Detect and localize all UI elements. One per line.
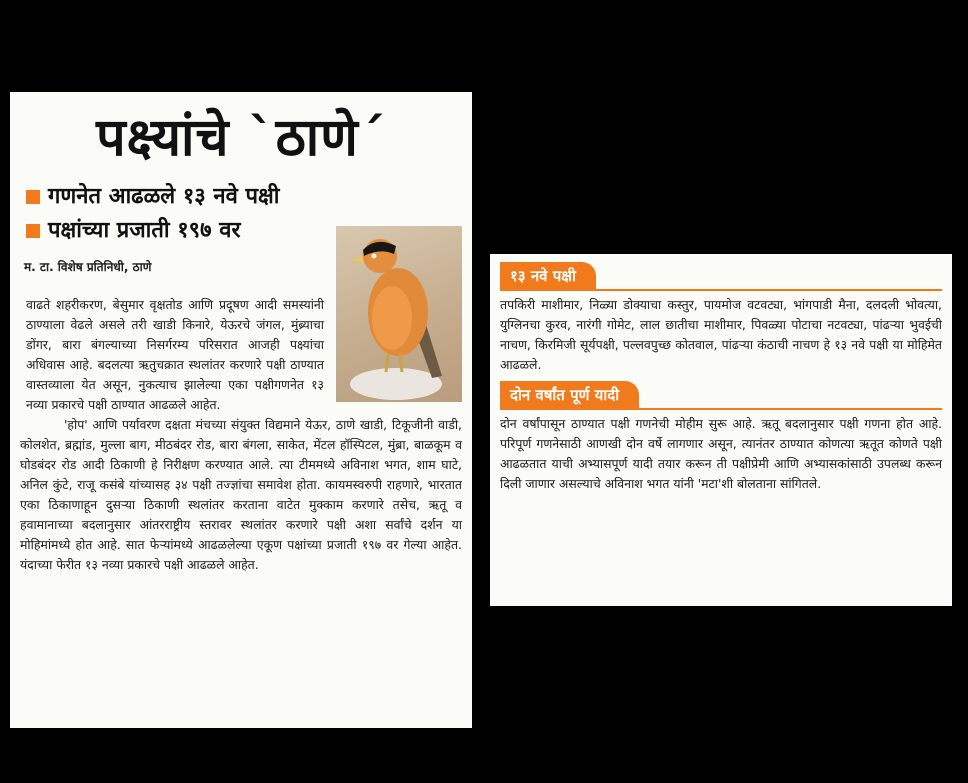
subheading-1 bbox=[20, 180, 462, 214]
square-bullet-icon bbox=[26, 224, 40, 238]
full-list-text: दोन वर्षांपासून ठाण्यात पक्षी गणनेची मोहीम सुरू आहे. ऋतू बदलानुसार पक्षी गणना होत आहे. परिपूर्ण गणनेसाठी आणखी दोन वर्षे लागणार असून, त्यानंतर ठाण्यात कोणत्या ऋतूत कोणते पक्षी आढळतात याची अभ्यासपूर्ण यादी तयार करून ती पक्षीप्रेमी आणि अभ्यासकांसाठी उपलब्ध करून दिली जाणार असल्याचे अविनाश भगत यांनी 'मटा'शी बोलताना सांगितले. bbox=[500, 416, 942, 491]
new-birds-title: १३ नवे पक्षी bbox=[500, 262, 596, 290]
subheading-1-text: गणनेत आढळले १३ नवे पक्षी bbox=[48, 184, 280, 209]
lead-paragraph: वाढते शहरीकरण, बेसुमार वृक्षतोड आणि प्रदूषण आदी समस्यांनी ठाण्याला वेढले असले तरी खाडी किनारे, येऊरचे जंगल, मुंब्र्याचा डोंगर, बारा बंगल्याच्या निसर्गरम्य परिसरात आजही पक्ष्यांचा अधिवास आहे. बदलत्या ऋतुचक्रात स्थलांतर करणारे पक्षी ठाण्यात वास्तव्याला येत असून, नुकत्याच झालेल्या एका पक्षीगणनेत १३ नव्या प्रकारचे पक्षी ठाण्यात आढळले आहेत. bbox=[26, 297, 324, 412]
byline: म. टा. विशेष प्रतिनिधी, ठाणे bbox=[24, 260, 152, 274]
body-paragraph: 'होप' आणि पर्यावरण दक्षता मंचच्या संयुक्त विद्यमाने येऊर, ठाणे खाडी, टिकूजीनी वाडी, कोलशेत, ब्रह्मांड, मुल्ला बाग, मीठबंदर रोड, बारा बंगला, साकेत, मेंटल हॉस्पिटल, मुंब्रा, बाळकूम व घोडबंदर रोड आदी ठिकाणी हे निरीक्षण करण्यात आले. त्या टीममध्ये अविनाश भगत, शाम घाटे, अनिल कुंटे, राजू कसंबे यांच्यासह ३४ पक्षी तज्ज्ञांचा समावेश होता. कायमस्वरुपी राहणारे, भारतात एका ठिकाणाहून दुसऱ्या ठिकाणी स्थलांतर करताना वाटेत मुक्काम करणारे तसेच, ऋतू व हवामानाच्या बदलानुसार आंतरराष्ट्रीय स्तरावर स्थलांतर करणारे पक्षी अशा सर्वांचे दर्शन या मोहिमांमध्ये होत आहे. सात फेऱ्यांमध्ये आढळलेल्या एकूण पक्षांच्या प्रजाती १९७ वर गेल्या आहेत. यंदाच्या फेरीत १३ नव्या प्रकारचे पक्षी आढळले आहेत. bbox=[20, 417, 462, 572]
headline: पक्ष्यांचे `ठाणे´ bbox=[96, 108, 386, 168]
bird-photo bbox=[336, 226, 462, 402]
new-birds-section bbox=[500, 262, 942, 375]
full-list-title: दोन वर्षांत पूर्ण यादी bbox=[500, 381, 639, 409]
new-birds-list: तपकिरी माशीमार, निळ्या डोक्याचा कस्तुर, पायमोज वटवट्या, भांगपाडी मैना, दलदली भोवत्या, युग्लिनचा कुरव, नारंगी गोमेट, लाल छातीचा माशीमार, पिवळ्या पोटाचा नटवट्या, पांढऱ्या भुवईची नाचण, किरमिजी सूर्यपक्षी, पल्लवपुच्छ कोतवाल, पांढऱ्या कंठाची नाचण हे १३ नवे पक्षी या मोहिमेत आढळले. bbox=[500, 297, 942, 372]
sidebar-clip bbox=[490, 254, 952, 606]
main-article-clip bbox=[10, 92, 472, 728]
square-bullet-icon bbox=[26, 190, 40, 204]
full-list-section bbox=[500, 381, 942, 494]
subheading-2-text: पक्षांच्या प्रजाती १९७ वर bbox=[48, 218, 241, 243]
bird-icon bbox=[336, 226, 462, 402]
